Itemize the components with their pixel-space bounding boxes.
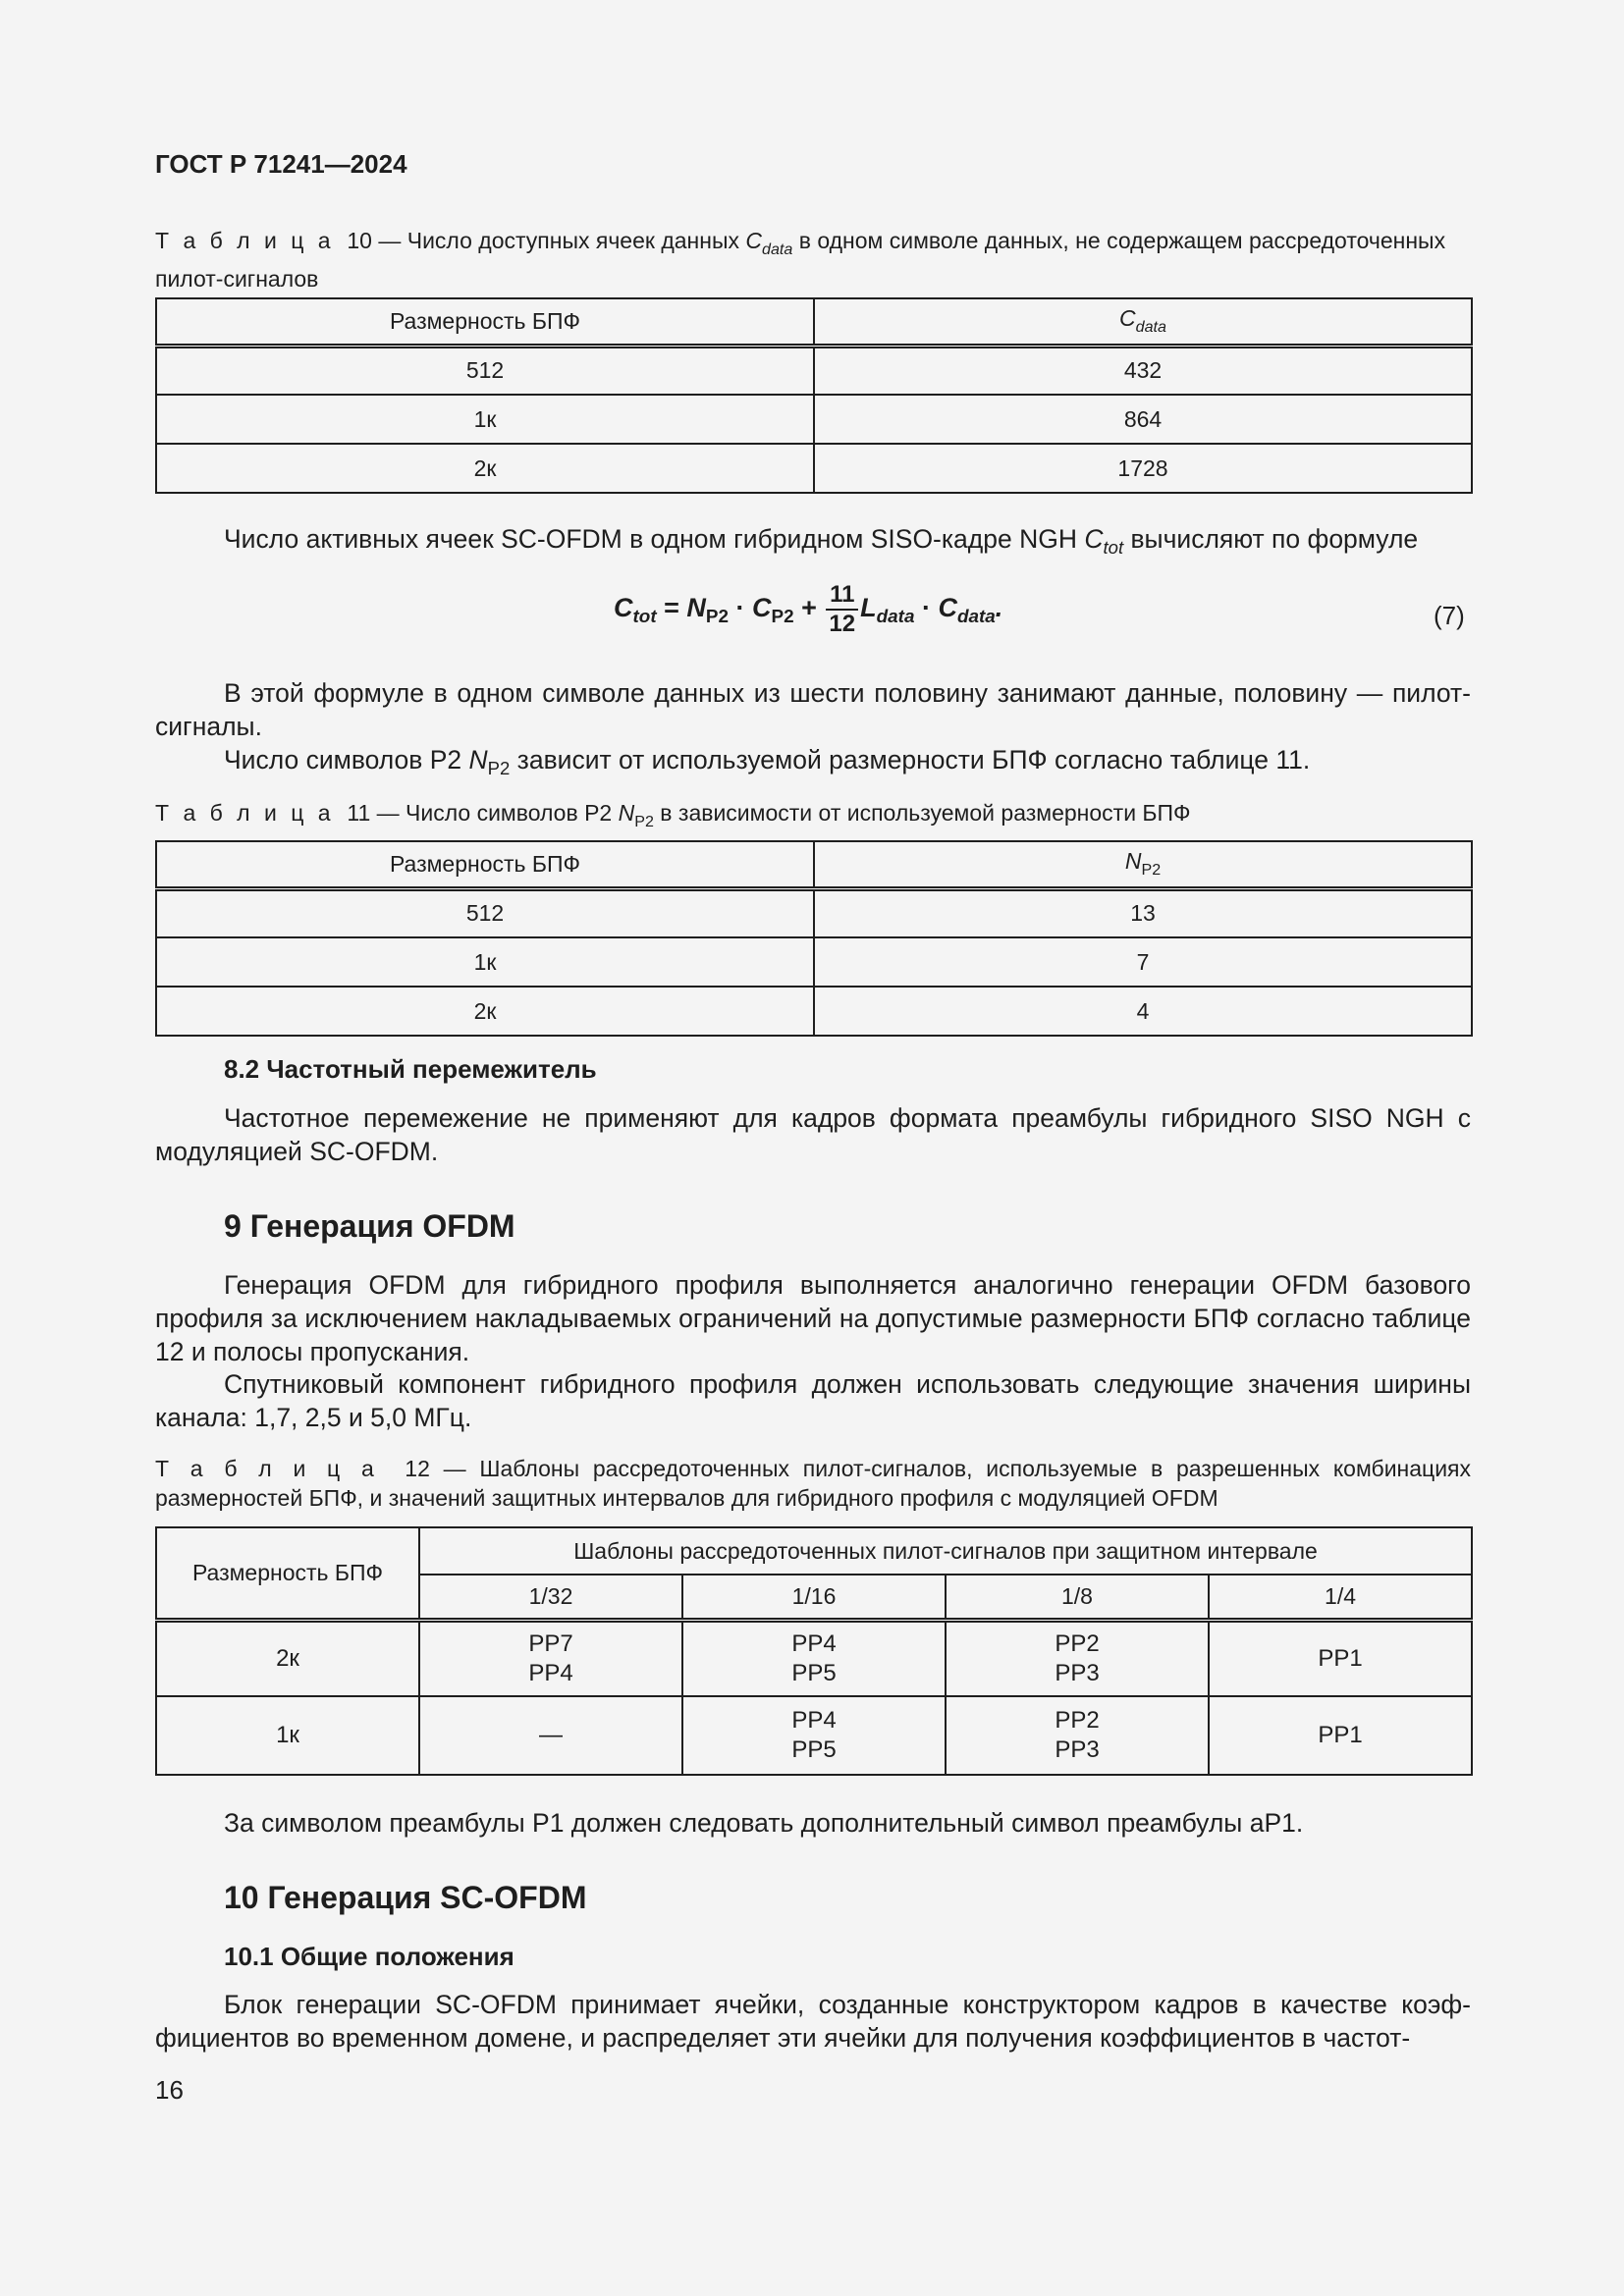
paragraph-9-1: Генерация OFDM для гибридного профиля выполняется аналогично генерации OFDM базового профиля за исключением накладываемых ограничений на допустимые размерности БПФ согласно таблице 12 и полосы пропускания. — [155, 1270, 1471, 1366]
formula-number: (7) — [1434, 601, 1465, 630]
heading-8-2: 8.2 Частотный перемежитель — [224, 1054, 597, 1084]
table12-header-group: Шаблоны рассредоточенных пилот-сигналов при защитном интервале — [419, 1527, 1472, 1575]
table-row: 512 13 — [156, 888, 1472, 937]
table-row: 2к PP7 PP4 PP4 PP5 PP2 PP3 PP1 — [156, 1620, 1472, 1696]
heading-10: 10 Генерация SC-OFDM — [224, 1880, 587, 1915]
paragraph-8-2: Частотное перемежение не применяют для кадров формата преамбулы гибридного SISO NGH с модуляцией SC-OFDM. — [155, 1103, 1471, 1166]
paragraph-ap1: За символом преамбулы Р1 должен следовать дополнительный символ преамбулы аР1. — [224, 1808, 1304, 1838]
table10-header-fft: Размерность БПФ — [156, 298, 814, 346]
table-row: 1к 7 — [156, 937, 1472, 987]
table12-header-gi-1-32: 1/32 — [419, 1575, 682, 1620]
table-row: 1к 864 — [156, 395, 1472, 444]
paragraph-ctot: Число активных ячеек SC-OFDM в одном гибридном SISO-кадре NGH $C_{tot}$ вычисляют по формуле — [224, 524, 1419, 558]
table12-header-fft: Размерность БПФ — [156, 1527, 419, 1620]
paragraph-10-1: Блок генерации SC-OFDM принимает ячейки, созданные конструктором кадров в качестве коэф-фициентов во временном домене, и распределяет эти ячейки для получения коэффициентов в частот- — [155, 1990, 1471, 2053]
table12-header-gi-1-16: 1/16 — [682, 1575, 946, 1620]
page-number: 16 — [155, 2075, 184, 2105]
table11-header-np2: $N_{P2}$ — [814, 841, 1472, 888]
table10 — [155, 297, 1473, 494]
formula-7: $C_{tot} = N_{P2} \cdot C_{P2}$ + $\frac{11}{12}$ $L_{data} \cdot C_{data}$. — [614, 581, 1003, 637]
heading-9: 9 Генерация OFDM — [224, 1208, 515, 1244]
table12-header-gi-1-8: 1/8 — [946, 1575, 1209, 1620]
heading-10-1: 10.1 Общие положения — [224, 1942, 514, 1971]
paragraph-9-2: Спутниковый компонент гибридного профиля должен использовать следующие значения ширины канала: 1,7, 2,5 и 5,0 МГц. — [155, 1369, 1471, 1432]
table12-caption: Т а б л и ц а 12 — Шаблоны рассредоточенных пилот-сигналов, используемые в разрешенных комбинациях размерностей БПФ, и значений защитных интервалов для гибридного профиля с модуляцией OFDM — [155, 1456, 1472, 1511]
table10-caption: Т а б л и ц а 10 — Число доступных ячеек данных $C_{data}$ в одном символе данных, не содержащем рассредоточенных пилот-сигналов — [155, 228, 1446, 292]
paragraph-half: В этой формуле в одном символе данных из шести половину занимают данные, половину — пилот-сигналы. — [155, 678, 1471, 741]
document-header: ГОСТ Р 71241—2024 — [155, 149, 407, 179]
table-row: 512 432 — [156, 346, 1472, 395]
table11 — [155, 840, 1473, 1037]
table11-caption: Т а б л и ц а 11 — Число символов Р2 $N_{P2}$ в зависимости от используемой размерности БПФ — [155, 800, 1191, 830]
table-row: 2к 4 — [156, 987, 1472, 1036]
table10-header-cdata: $C_{data}$ — [814, 298, 1472, 346]
table-row: 2к 1728 — [156, 444, 1472, 493]
table12-header-gi-1-4: 1/4 — [1209, 1575, 1472, 1620]
table12 — [155, 1526, 1473, 1776]
table11-header-fft: Размерность БПФ — [156, 841, 814, 888]
table-row: 1к — PP4 PP5 PP2 PP3 PP1 — [156, 1696, 1472, 1775]
paragraph-np2: Число символов Р2 $N_{P2}$ зависит от используемой размерности БПФ согласно таблице 11. — [224, 745, 1311, 778]
